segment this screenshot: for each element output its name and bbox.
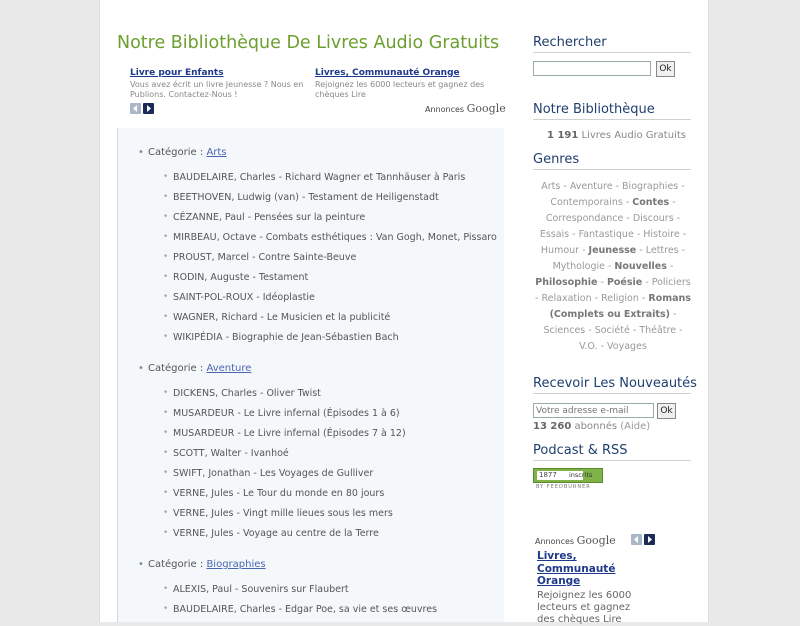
library-count-text: Livres Audio Gratuits — [578, 130, 686, 141]
ad-next-button[interactable] — [143, 103, 154, 114]
side-ad-text: Rejoignez les 6000 lecteurs et gagnez des chèques Lire — [537, 589, 632, 625]
genre-link[interactable]: Contes — [632, 197, 670, 208]
bullet-icon: • — [138, 363, 144, 374]
list-item[interactable] — [163, 488, 385, 499]
genre-link[interactable]: Poésie — [606, 277, 643, 288]
library-heading: Notre Bibliothèque — [533, 102, 691, 120]
list-item[interactable] — [163, 528, 379, 539]
subscribers-info — [533, 421, 650, 432]
book-title[interactable]: BAUDELAIRE, Charles - Edgar Poe, sa vie et ses œuvres — [173, 604, 438, 615]
bullet-icon: • — [163, 192, 169, 202]
side-ad — [537, 550, 647, 626]
genre-link[interactable]: Société — [594, 325, 630, 336]
book-title[interactable]: VERNE, Jules - Vingt mille lieues sous les mers — [173, 508, 393, 519]
book-title[interactable]: VERNE, Jules - Voyage au centre de la Terre — [173, 528, 379, 539]
search-heading: Rechercher — [533, 35, 691, 53]
genre-link[interactable]: Religion — [601, 293, 639, 304]
library-count-number: 1 191 — [547, 130, 579, 141]
category-link[interactable]: Aventure — [206, 363, 252, 374]
search-ok-button[interactable]: Ok — [656, 61, 675, 77]
book-title[interactable]: WAGNER, Richard - Le Musicien et la publicité — [173, 312, 391, 323]
google-logo: Google — [466, 102, 506, 115]
category-label: Catégorie : — [148, 147, 204, 158]
genres-heading: Genres — [533, 152, 691, 170]
top-ad-2-text: Rejoignez les 6000 lecteurs et gagnez des chèques Lire — [315, 80, 485, 99]
bullet-icon: • — [163, 488, 169, 498]
page-title: Notre Bibliothèque De Livres Audio Gratuits — [117, 33, 500, 53]
list-item[interactable] — [163, 332, 399, 343]
list-item[interactable] — [163, 232, 497, 243]
ad-prev-button[interactable] — [130, 103, 141, 114]
side-ad-link[interactable]: Livres, Communauté Orange — [537, 550, 616, 587]
book-title[interactable]: MUSARDEUR - Le Livre infernal (Épisodes 1 à 6) — [173, 408, 400, 419]
subscribe-ok-button[interactable]: Ok — [657, 403, 676, 419]
genre-link[interactable]: Aventure — [569, 181, 613, 192]
genre-link[interactable]: Policiers — [651, 277, 691, 288]
bullet-icon: • — [163, 252, 169, 262]
top-ad-1-text: Vous avez écrit un livre Jeunesse ? Nous en Publions. Contactez-Nous ! — [130, 80, 304, 99]
ads-by-google-label[interactable] — [425, 102, 506, 115]
side-ads-by-google-label[interactable] — [535, 534, 616, 547]
genre-link[interactable]: V.O. — [579, 341, 598, 352]
list-item[interactable] — [163, 192, 439, 203]
category-header — [138, 559, 266, 570]
bullet-icon: • — [163, 388, 169, 398]
category-link[interactable]: Biographies — [206, 559, 266, 570]
genre-link[interactable]: Jeunesse — [588, 245, 637, 256]
book-title[interactable]: DICKENS, Charles - Oliver Twist — [173, 388, 321, 399]
bullet-icon: • — [163, 468, 169, 478]
genre-link[interactable]: Essais — [539, 229, 570, 240]
category-header — [138, 363, 252, 374]
top-ad-1-link[interactable]: Livre pour Enfants — [130, 68, 224, 78]
email-field[interactable] — [533, 403, 654, 418]
genre-link[interactable]: Histoire — [643, 229, 680, 240]
list-item[interactable] — [163, 172, 466, 183]
bullet-icon: • — [163, 232, 169, 242]
genre-link[interactable]: Théâtre — [639, 325, 677, 336]
list-item[interactable] — [163, 508, 393, 519]
book-title[interactable]: ALEXIS, Paul - Souvenirs sur Flaubert — [173, 584, 349, 595]
genre-link[interactable]: Humour — [540, 245, 580, 256]
book-title[interactable]: SWIFT, Jonathan - Les Voyages de Gulliver — [173, 468, 374, 479]
list-item[interactable] — [163, 388, 321, 399]
feedburner-label: inscrits — [569, 471, 593, 479]
top-ad-nav — [130, 103, 156, 122]
bullet-icon: • — [163, 428, 169, 438]
bullet-icon: • — [163, 272, 169, 282]
podcast-heading: Podcast & RSS — [533, 443, 691, 461]
feedburner-count: 1877 — [537, 471, 583, 480]
top-ad-2 — [315, 68, 490, 100]
bullet-icon: • — [163, 292, 169, 302]
top-ad-2-link[interactable]: Livres, Communauté Orange — [315, 68, 460, 78]
feedburner-badge[interactable] — [533, 468, 603, 483]
list-item[interactable] — [163, 212, 366, 223]
list-item[interactable] — [163, 604, 438, 615]
list-item[interactable] — [163, 312, 391, 323]
book-title[interactable]: SCOTT, Walter - Ivanhoé — [173, 448, 289, 459]
book-title[interactable]: BEETHOVEN, Ludwig (van) - Testament de Heiligenstadt — [173, 192, 439, 203]
book-list-panel — [117, 128, 504, 622]
book-title[interactable]: BAUDELAIRE, Charles - Richard Wagner et Tannhäuser à Paris — [173, 172, 466, 183]
genre-link[interactable]: Philosophie — [535, 277, 598, 288]
list-item[interactable] — [163, 292, 315, 303]
bullet-icon: • — [163, 508, 169, 518]
genre-link[interactable]: Mythologie — [552, 261, 605, 272]
genre-link[interactable]: Relaxation — [541, 293, 592, 304]
top-ad-1 — [130, 68, 305, 100]
list-item[interactable] — [163, 272, 309, 283]
newsletter-heading: Recevoir Les Nouveautés — [533, 376, 691, 394]
genre-link[interactable]: Romans (Complets ou Extraits) — [549, 293, 691, 320]
genres-list: Arts - Aventure - Biographies - Contemporains - Contes - Correspondance - Discours - Essais - Fantastique - Histoire - Humour - Jeunesse - Lettres - Mythologie - Nouvelles - Philosophie - Poésie - Policiers - Relaxation - Religion - Romans (Complets ou Extraits) - Sciences - Société - Théâtre - V.O. - Voyages — [535, 181, 691, 352]
bullet-icon: • — [163, 604, 169, 614]
chevron-left-icon — [132, 105, 139, 112]
genre-link[interactable]: Sciences — [543, 325, 586, 336]
genre-link[interactable]: Correspondance — [545, 213, 624, 224]
list-item[interactable] — [163, 584, 349, 595]
bullet-icon: • — [138, 147, 144, 158]
genre-link[interactable]: Biographies — [622, 181, 679, 192]
bullet-icon: • — [163, 448, 169, 458]
genre-link[interactable]: Nouvelles — [614, 261, 667, 272]
side-ad-next-button[interactable] — [644, 534, 655, 545]
chevron-left-icon — [633, 536, 640, 543]
chevron-right-icon — [145, 105, 152, 112]
help-link[interactable]: (Aide) — [620, 421, 651, 432]
genre-link[interactable]: Voyages — [607, 341, 647, 352]
genre-link[interactable]: Discours — [632, 213, 674, 224]
genre-link[interactable]: Lettres — [645, 245, 679, 256]
book-title[interactable]: MUSARDEUR - Le Livre infernal (Épisodes 7 à 12) — [173, 428, 406, 439]
list-item[interactable] — [163, 448, 289, 459]
list-item[interactable] — [163, 428, 406, 439]
feedburner-by-label: BY FEEDBURNER — [536, 484, 591, 490]
book-title[interactable]: WIKIPÉDIA - Biographie de Jean-Sébastien Bach — [173, 332, 399, 343]
category-label: Catégorie : — [148, 363, 204, 374]
search-input[interactable] — [533, 61, 651, 76]
list-item[interactable] — [163, 468, 374, 479]
book-title[interactable]: RODIN, Auguste - Testament — [173, 272, 309, 283]
subscribers-text: abonnés — [571, 421, 621, 432]
library-count — [547, 130, 686, 141]
page-container — [99, 0, 709, 625]
bullet-icon: • — [138, 559, 144, 570]
genre-link[interactable]: Contemporains — [550, 197, 623, 208]
book-title[interactable]: SAINT-POL-ROUX - Idéoplastie — [173, 292, 315, 303]
list-item[interactable] — [163, 252, 357, 263]
category-label: Catégorie : — [148, 559, 204, 570]
bullet-icon: • — [163, 172, 169, 182]
side-ad-prev-button[interactable] — [631, 534, 642, 545]
book-title[interactable]: PROUST, Marcel - Contre Sainte-Beuve — [173, 252, 357, 263]
side-adchoices-prefix: Annonces — [535, 537, 575, 546]
category-header — [138, 147, 227, 158]
bullet-icon: • — [163, 584, 169, 594]
adchoices-prefix: Annonces — [425, 105, 465, 114]
bullet-icon: • — [163, 332, 169, 342]
genre-link[interactable]: Fantastique — [578, 229, 634, 240]
bullet-icon: • — [163, 408, 169, 418]
book-title[interactable]: VERNE, Jules - Le Tour du monde en 80 jours — [173, 488, 385, 499]
category-link[interactable]: Arts — [206, 147, 227, 158]
bullet-icon: • — [163, 312, 169, 322]
bullet-icon: • — [163, 212, 169, 222]
subscribers-count: 13 260 — [533, 421, 572, 432]
bullet-icon: • — [163, 528, 169, 538]
side-google-logo: Google — [576, 534, 616, 547]
book-title[interactable]: CÉZANNE, Paul - Pensées sur la peinture — [173, 212, 366, 223]
book-title[interactable]: MIRBEAU, Octave - Combats esthétiques : Van Gogh, Monet, Pissaro — [173, 232, 497, 243]
chevron-right-icon — [646, 536, 653, 543]
list-item[interactable] — [163, 408, 400, 419]
genre-link[interactable]: Arts — [541, 181, 561, 192]
